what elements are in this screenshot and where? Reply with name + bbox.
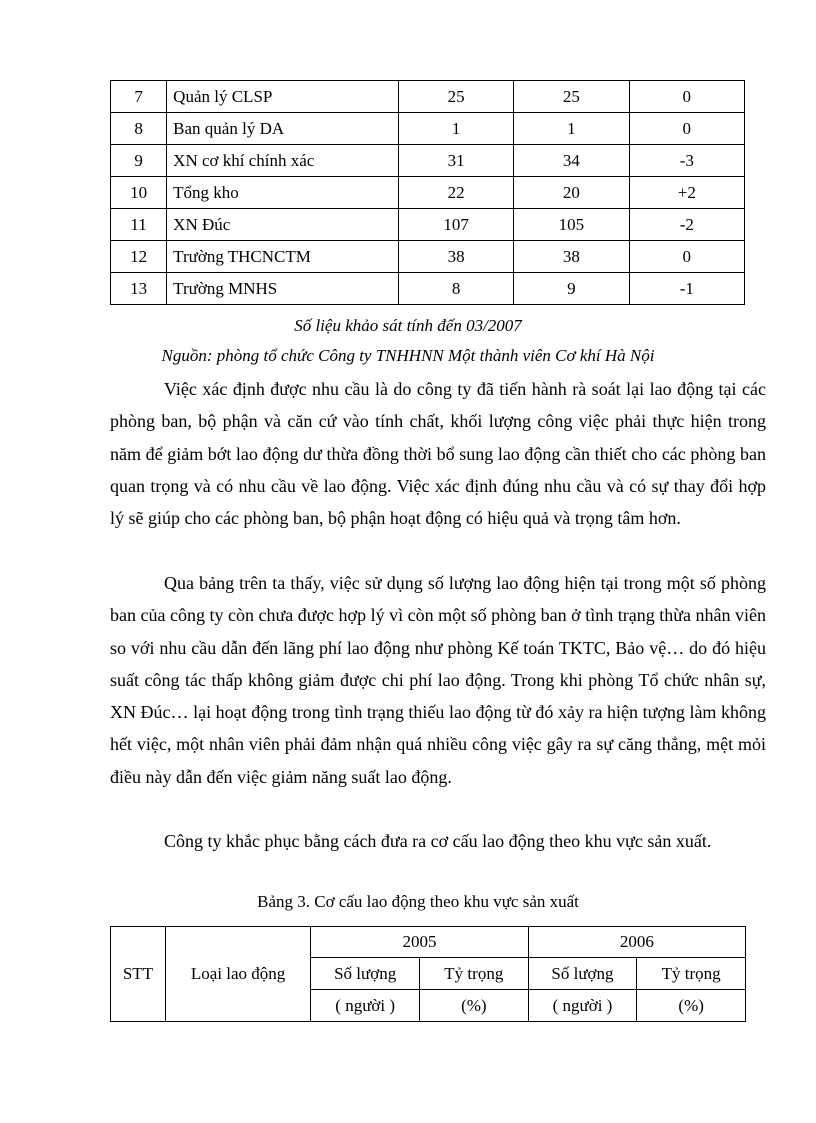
row-value-current: 25 <box>398 81 513 113</box>
row-value-required: 38 <box>514 241 629 273</box>
header-stt: STT <box>111 927 166 1022</box>
row-value-required: 9 <box>514 273 629 305</box>
row-stt: 12 <box>111 241 167 273</box>
row-value-difference: +2 <box>629 177 744 209</box>
row-department: Quản lý CLSP <box>167 81 399 113</box>
row-value-difference: 0 <box>629 241 744 273</box>
row-value-current: 107 <box>398 209 513 241</box>
header-share-unit: (%) <box>637 990 746 1022</box>
row-department: Tổng kho <box>167 177 399 209</box>
row-department: Trường MNHS <box>167 273 399 305</box>
header-quantity: Số lượng <box>528 958 637 990</box>
row-value-required: 1 <box>514 113 629 145</box>
staffing-table <box>110 80 745 305</box>
paragraph-text: Công ty khắc phục bằng cách đưa ra cơ cấu lao động theo khu vực sản xuất. <box>164 831 712 851</box>
header-year-2006: 2006 <box>528 927 745 958</box>
row-value-difference: 0 <box>629 81 744 113</box>
header-quantity: Số lượng <box>311 958 420 990</box>
header-share: Tỷ trọng <box>637 958 746 990</box>
staffing-table-body <box>111 81 745 305</box>
row-stt: 9 <box>111 145 167 177</box>
labor-structure-table <box>110 926 746 1022</box>
header-share: Tỷ trọng <box>420 958 529 990</box>
paragraph <box>110 567 766 793</box>
header-share-unit: (%) <box>420 990 529 1022</box>
row-value-current: 31 <box>398 145 513 177</box>
row-value-required: 105 <box>514 209 629 241</box>
row-value-current: 38 <box>398 241 513 273</box>
row-value-difference: -1 <box>629 273 744 305</box>
table-header-row <box>111 927 746 958</box>
paragraph-text: Việc xác định được nhu cầu là do công ty đã tiến hành rà soát lại lao động tại các phòng ban, bộ phận và căn cứ vào tính chất, khối lượng công việc phải thực hiện trong năm để giảm bớt lao động dư thừa đồng thời bổ sung lao động cần thiết cho các phòng ban quan trọng và có nhu cầu về lao động. Việc xác định đúng nhu cầu và có sự thay đổi hợp lý sẽ giúp cho các phòng ban, bộ phận hoạt động có hiệu quả và trọng tâm hơn. <box>110 379 766 529</box>
row-stt: 11 <box>111 209 167 241</box>
row-department: Ban quản lý DA <box>167 113 399 145</box>
header-year-2005: 2005 <box>311 927 528 958</box>
row-stt: 7 <box>111 81 167 113</box>
table-row <box>111 209 745 241</box>
row-value-current: 22 <box>398 177 513 209</box>
row-value-current: 8 <box>398 273 513 305</box>
table-row <box>111 177 745 209</box>
header-quantity-unit: ( người ) <box>528 990 637 1022</box>
table-row <box>111 145 745 177</box>
table-row <box>111 113 745 145</box>
row-stt: 10 <box>111 177 167 209</box>
paragraph <box>110 825 766 857</box>
source-caption: Nguồn: phòng tổ chức Công ty TNHHNN Một thành viên Cơ khí Hà Nội <box>161 346 655 365</box>
row-value-difference: -3 <box>629 145 744 177</box>
table-row <box>111 273 745 305</box>
row-stt: 13 <box>111 273 167 305</box>
row-department: XN cơ khí chính xác <box>167 145 399 177</box>
header-quantity-unit: ( người ) <box>311 990 420 1022</box>
survey-caption: Số liệu khảo sát tính đến 03/2007 <box>294 316 522 335</box>
row-department: XN Đúc <box>167 209 399 241</box>
paragraph <box>110 373 766 534</box>
row-value-difference: 0 <box>629 113 744 145</box>
table-row <box>111 241 745 273</box>
row-value-current: 1 <box>398 113 513 145</box>
row-value-difference: -2 <box>629 209 744 241</box>
row-stt: 8 <box>111 113 167 145</box>
row-value-required: 34 <box>514 145 629 177</box>
header-labor-type: Loại lao động <box>165 927 310 1022</box>
paragraph-text: Qua bảng trên ta thấy, việc sử dụng số lượng lao động hiện tại trong một số phòng ban của công ty còn chưa được hợp lý vì còn một số phòng ban ở tình trạng thừa nhân viên so với nhu cầu dẫn đến lãng phí lao động như phòng Kế toán TKTC, Bảo vệ… do đó hiệu suất công tác thấp không giảm được chi phí lao động. Trong khi phòng Tổ chức nhân sự, XN Đúc… lại hoạt động trong tình trạng thiếu lao động từ đó xảy ra hiện tượng làm không hết việc, một nhân viên phải đảm nhận quá nhiều công việc gây ra sự căng thẳng, mệt mỏi điều này dẫn đến việc giảm năng suất lao động. <box>110 573 766 787</box>
row-value-required: 20 <box>514 177 629 209</box>
row-value-required: 25 <box>514 81 629 113</box>
table-title: Bảng 3. Cơ cấu lao động theo khu vực sản xuất <box>257 892 579 911</box>
row-department: Trường THCNCTM <box>167 241 399 273</box>
table-row <box>111 81 745 113</box>
